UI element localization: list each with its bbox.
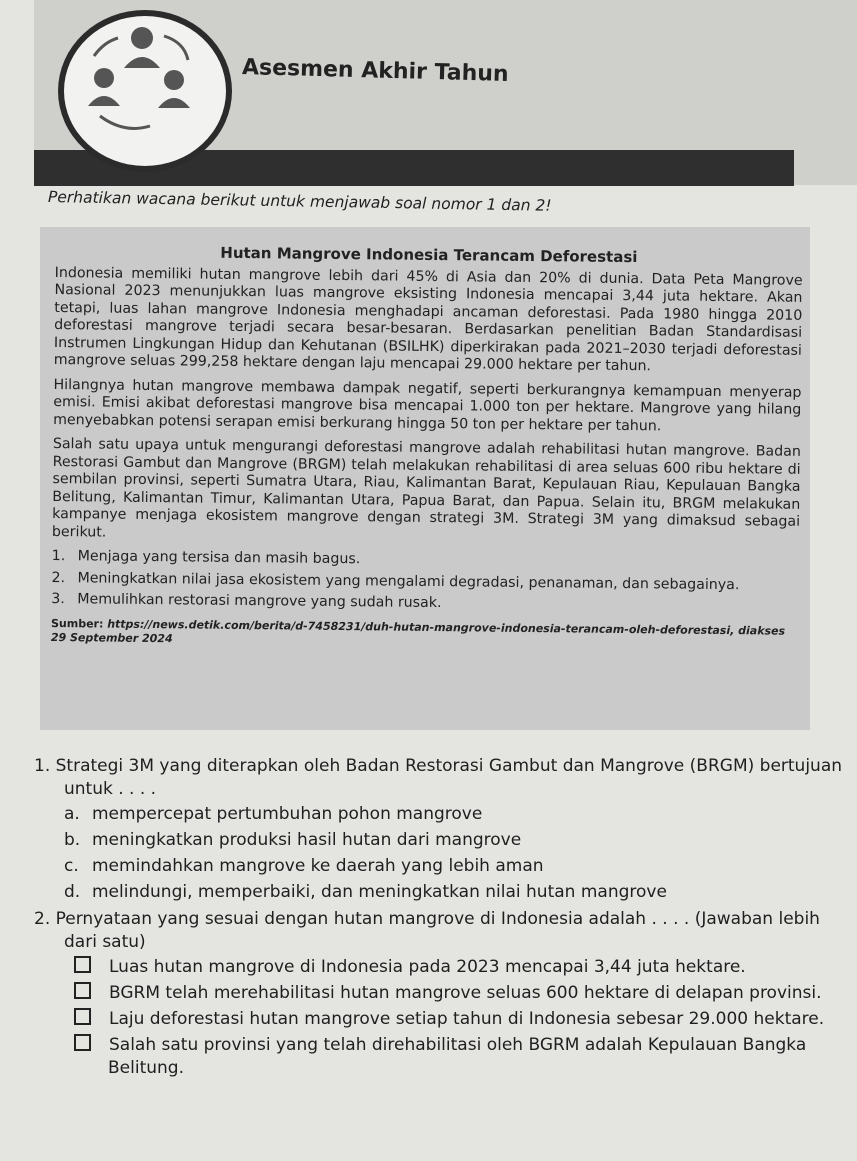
strategy-item: 2. Meningkatkan nilai jasa ekosistem yang mengalami degradasi, penanaman, dan sebagainya. bbox=[51, 569, 740, 593]
page-title: Asesmen Akhir Tahun bbox=[241, 55, 509, 87]
strategy-item: 3. Memulihkan restorasi mangrove yang sudah rusak. bbox=[51, 590, 442, 612]
group-discussion-icon bbox=[58, 10, 232, 172]
checkbox[interactable] bbox=[74, 1008, 91, 1025]
checkbox-option-4[interactable]: Salah satu provinsi yang telah direhabilitasi oleh BGRM adalah Kepulauan Bangka Belitung. bbox=[74, 1034, 848, 1080]
question-number: 1. bbox=[34, 756, 51, 776]
checkbox-option-1[interactable]: Luas hutan mangrove di Indonesia pada 2023 mencapai 3,44 juta hektare. bbox=[74, 956, 854, 979]
question-2 bbox=[34, 908, 854, 1080]
passage-paragraph-1: Indonesia memiliki hutan mangrove lebih dari 45% di Asia dan 20% di dunia. Data Peta Mangrove Nasional 2023 menunjukkan luas mangrove eksisting Indonesia mencapai 3,44 juta hektare. Akan tetapi, luas lahan mangrove Indonesia menghadapi ancaman deforestasi. Pada 1980 hingga 2010 deforestasi mangrove terjadi secara besar-besaran. Berdasarkan penelitian Badan Standardisasi Instrumen Lingkungan Hidup dan Kehutanan (BSILHK) diperkirakan pada 2021–2030 terjadi deforestasi mangrove seluas 299,258 hektare dengan laju mencapai 29.000 hektare per tahun. bbox=[53, 264, 803, 375]
question-text: Pernyataan yang sesuai dengan hutan mangrove di Indonesia adalah . . . . (Jawaban lebih dari satu) bbox=[55, 909, 820, 952]
instruction-text: Perhatikan wacana berikut untuk menjawab soal nomor 1 dan 2! bbox=[47, 188, 552, 215]
question-text: Strategi 3M yang diterapkan oleh Badan Restorasi Gambut dan Mangrove (BRGM) bertujuan untuk . . . . bbox=[55, 756, 843, 799]
checkbox-option-3[interactable]: Laju deforestasi hutan mangrove setiap tahun di Indonesia sebesar 29.000 hektare. bbox=[74, 1008, 854, 1031]
option-c[interactable]: c. memindahkan mangrove ke daerah yang lebih aman bbox=[64, 856, 544, 876]
passage-title: Hutan Mangrove Indonesia Terancam Deforestasi bbox=[220, 243, 638, 267]
passage-paragraph-2: Hilangnya hutan mangrove membawa dampak negatif, seperti berkurangnya kemampuan menyerap emisi. Emisi akibat deforestasi mangrove bisa mencapai 1.000 ton per hektare. Mangrove yang hilang menyebabkan potensi serapan emisi berkurang hingga 50 ton per hektare per tahun. bbox=[53, 376, 802, 434]
source-label: Sumber: bbox=[50, 616, 104, 631]
checkbox[interactable] bbox=[74, 1034, 91, 1051]
question-number: 2. bbox=[34, 909, 51, 929]
checkbox[interactable] bbox=[74, 982, 91, 999]
people-icon bbox=[64, 16, 226, 166]
checkbox[interactable] bbox=[74, 956, 91, 973]
question-section bbox=[34, 755, 854, 1084]
option-b[interactable]: b. meningkatkan produksi hasil hutan dari mangrove bbox=[64, 830, 522, 850]
strategy-item: 1. Menjaga yang tersisa dan masih bagus. bbox=[51, 547, 361, 568]
question-1-options bbox=[64, 803, 854, 904]
checkbox-option-2[interactable]: BGRM telah merehabilitasi hutan mangrove seluas 600 hektare di delapan provinsi. bbox=[74, 982, 854, 1005]
source-url: https://news.detik.com/berita/d-7458231/duh-hutan-mangrove-indonesia-terancam-oleh-deforestasi, diakses 29 September 2024 bbox=[50, 617, 786, 645]
question-2-options bbox=[74, 956, 854, 1080]
question-1 bbox=[34, 755, 854, 904]
passage-paragraph-3: Salah satu upaya untuk mengurangi deforestasi mangrove adalah rehabilitasi hutan mangrove. Badan Restorasi Gambut dan Mangrove (BRGM) telah melakukan rehabilitasi di area seluas 600 ribu hektare di sembilan provinsi, seperti Sumatra Utara, Riau, Kalimantan Barat, Kepulauan Riau, Kepulauan Bangka Belitung, Kalimantan Timur, Kalimantan Utara, Papua Barat, dan Papua. Selain itu, BRGM melakukan kampanye menjaga ekosistem mangrove dengan strategi 3M. Strategi 3M yang dimaksud sebagai berikut. bbox=[51, 435, 801, 541]
option-d[interactable]: d. melindungi, memperbaiki, dan meningkatkan nilai hutan mangrove bbox=[64, 882, 667, 902]
option-a[interactable]: a. mempercepat pertumbuhan pohon mangrove bbox=[64, 804, 483, 824]
strategy-list bbox=[51, 548, 800, 616]
reading-passage bbox=[51, 243, 803, 652]
